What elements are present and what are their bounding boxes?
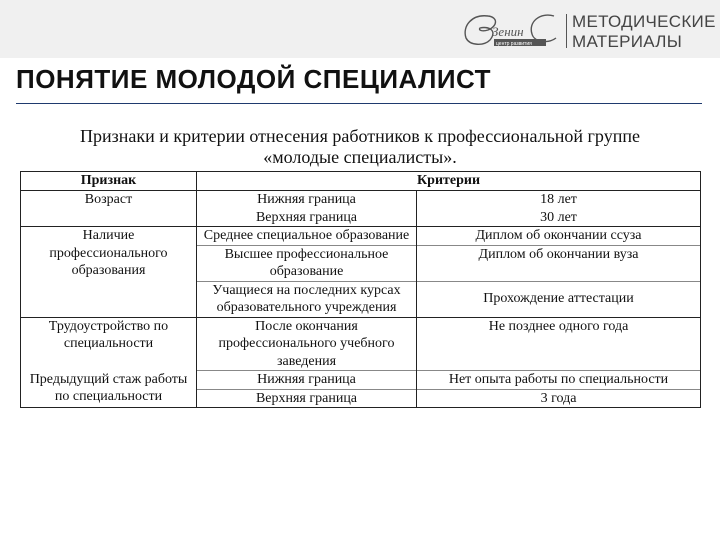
criterion-label: Среднее специальное образование (197, 227, 417, 246)
criterion-value: 3 года (417, 389, 701, 408)
feature-experience: Предыдущий стаж работы по специальности (21, 371, 197, 408)
criterion-label: Высшее профессиональное образование (197, 245, 417, 281)
document-heading (40, 126, 680, 168)
criterion-label: После окончания профессионального учебного заведения (197, 317, 417, 371)
criterion-value: Не позднее одного года (417, 317, 701, 371)
criterion-label: Верхняя граница (197, 209, 417, 227)
header-criteria: Критерии (197, 172, 701, 191)
title-underline (16, 103, 702, 104)
feature-education: Наличие профессионального образования (21, 227, 197, 318)
logo-small-text: центр развития (496, 41, 532, 47)
logo-divider (566, 14, 567, 48)
slide-title: ПОНЯТИЕ МОЛОДОЙ СПЕЦИАЛИСТ (16, 64, 492, 94)
feature-age: Возраст (21, 191, 197, 227)
header-feature: Признак (21, 172, 197, 191)
document-heading-line-1: Признаки и критерии отнесения работников к профессиональной группе (80, 126, 640, 146)
table-row (21, 227, 701, 246)
logo-script-text: Зенин (492, 24, 524, 39)
criterion-value: 30 лет (417, 209, 701, 227)
table-row (21, 317, 701, 371)
table-row (21, 371, 701, 390)
header-bar (0, 0, 720, 58)
company-logo (458, 8, 568, 52)
brand-line-1: МЕТОДИЧЕСКИЕ (572, 12, 716, 31)
criterion-label: Верхняя граница (197, 389, 417, 408)
brand-line-2: МАТЕРИАЛЫ (572, 32, 683, 51)
table-header-row (21, 172, 701, 191)
feature-employment: Трудоустройство по специальности (21, 317, 197, 371)
criterion-value: 18 лет (417, 191, 701, 209)
document-heading-line-2: «молодые специалисты». (263, 147, 457, 167)
criteria-table (20, 171, 701, 408)
criterion-value: Нет опыта работы по специальности (417, 371, 701, 390)
criterion-label: Нижняя граница (197, 191, 417, 209)
criterion-label: Нижняя граница (197, 371, 417, 390)
table-row (21, 191, 701, 209)
criterion-value: Диплом об окончании ссуза (417, 227, 701, 246)
criterion-value: Прохождение аттестации (417, 281, 701, 317)
criterion-value: Диплом об окончании вуза (417, 245, 701, 281)
criterion-label: Учащиеся на последних курсах образовательного учреждения (197, 281, 417, 317)
